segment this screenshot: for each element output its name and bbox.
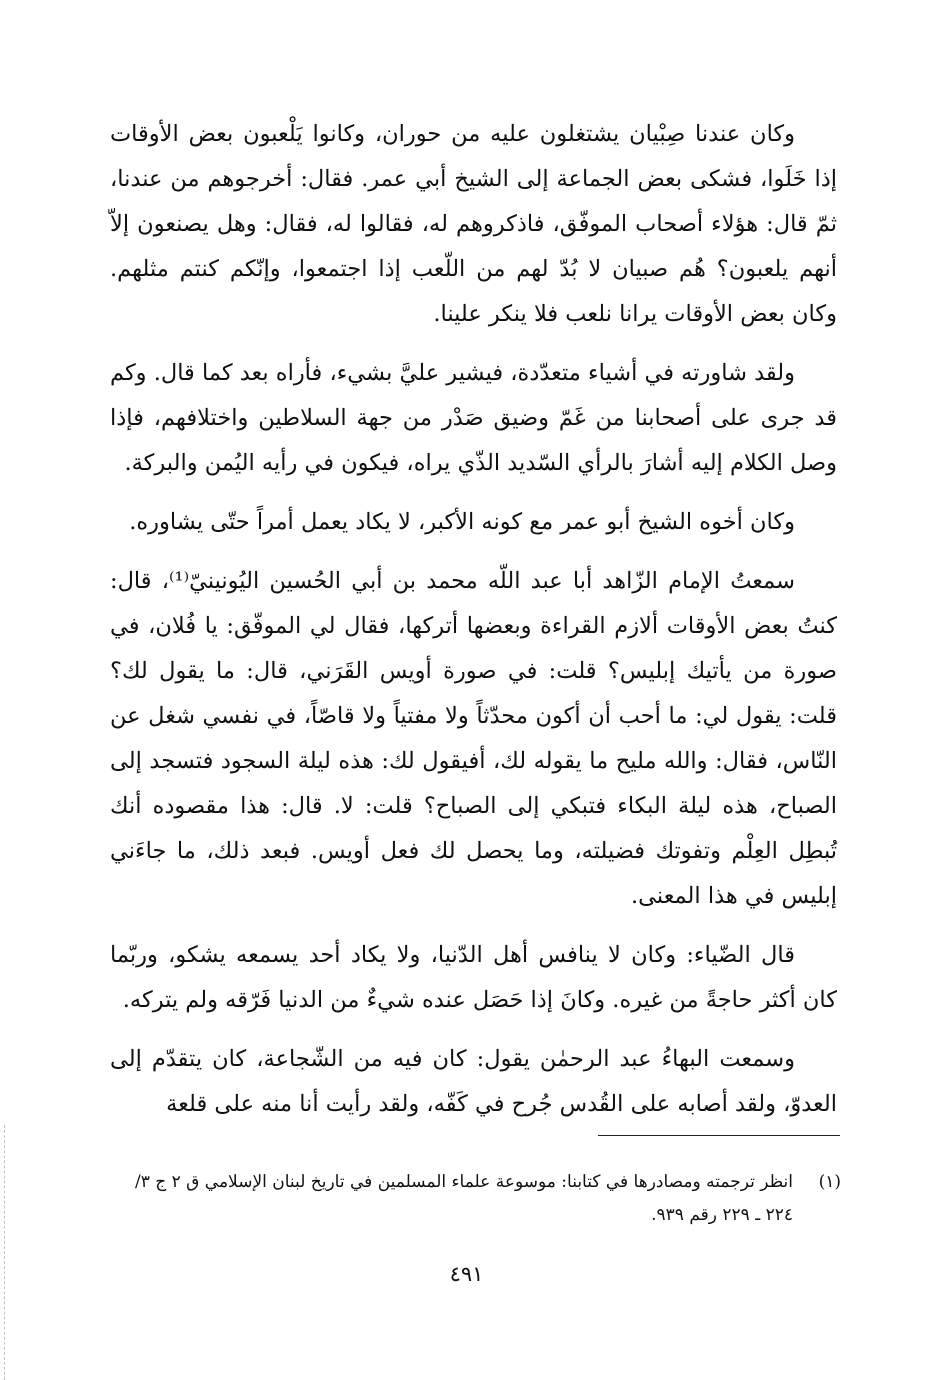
- main-text: [110, 112, 837, 1141]
- footnote-divider: [598, 1135, 840, 1136]
- footnote-text: انظر ترجمته ومصادرها في كتابنا: موسوعة علماء المسلمين في تاريخ لبنان الإسلامي ق ٢ ج ٣/ ٢٢٤ ـ ٢٢٩ رقم ٩٣٩.: [134, 1172, 793, 1225]
- paragraph-2: ولقد شاورته في أشياء متعدّدة، فيشير عليَّ بشيء، فأراه بعد كما قال. وكم قد جرى على أصحابنا من غَمّ وضيق صَدْر من جهة السلاطين واختلافهم، فإذا وصل الكلام إليه أشارَ بالرأي السّديد الذّي يراه، فيكون في رأيه اليُمن والبركة.: [110, 360, 837, 476]
- footnote: [110, 1166, 841, 1232]
- page-number: ٤٩١: [449, 1262, 484, 1286]
- paragraph-4: سمعتُ الإمام الزّاهد أبا عبد اللّه محمد بن أبي الحُسين اليُونينيّ⁽¹⁾، قال: كنتُ بعض الأوقات ألازم القراءة وبعضها أتركها، فقال لي الموفّق: يا فُلان، في صورة من يأتيك إبليس؟ قلت: في صورة أويس القَرَني، قال: ما يقول لك؟ قلت: يقول لي: ما أحب أن أكون محدّثاً ولا مفتياً ولا قاصّاً، في نفسي شغل عن النّاس، فقال: والله مليح ما يقوله لك، أفيقول لك: هذه ليلة السجود فتسجد إلى الصباح، هذه ليلة البكاء فتبكي إلى الصباح؟ قلت: لا. قال: هذا مقصوده أنك تُبطِل العِلْم وتفوتك فضيلته، وما يحصل لك فعل أويس. فبعد ذلك، ما جاءَني إبليس في هذا المعنى.: [110, 568, 837, 909]
- paragraph-5: قال الضّياء: وكان لا ينافس أهل الدّنيا، ولا يكاد أحد يسمعه يشكو، وربّما كان أكثر حاجةً من غيره. وكانَ إذا حَصَل عنده شيءٌ من الدنيا فَرّقه ولم يتركه.: [110, 942, 837, 1013]
- scan-edge-marks: [4, 1125, 7, 1380]
- footnote-number: (١): [818, 1172, 841, 1192]
- paragraph-6: وسمعت البهاءُ عبد الرحمٰن يقول: كان فيه من الشّجاعة، كان يتقدّم إلى العدوّ، ولقد أصابه على القُدس جُرح في كَفّه، ولقد رأيت أنا منه على قلعة: [110, 1046, 837, 1117]
- paragraph-1: وكان عندنا صِبْيان يشتغلون عليه من حوران، وكانوا يَلْعبون بعض الأوقات إذا خَلَوا، فشكى بعض الجماعة إلى الشيخ أبي عمر. فقال: أخرجوهم من عندنا، ثمّ قال: هؤلاء أصحاب الموفّق، فاذكروهم له، فقالوا له، فقال: وهل يصنعون إلاّ أنهم يلعبون؟ هُم صبيان لا بُدّ لهم من اللّعب إذا اجتمعوا، وإنّكم كنتم مثلهم. وكان بعض الأوقات يرانا نلعب فلا ينكر علينا.: [110, 121, 837, 327]
- paragraph-3: وكان أخوه الشيخ أبو عمر مع كونه الأكبر، لا يكاد يعمل أمراً حتّى يشاوره.: [129, 509, 795, 535]
